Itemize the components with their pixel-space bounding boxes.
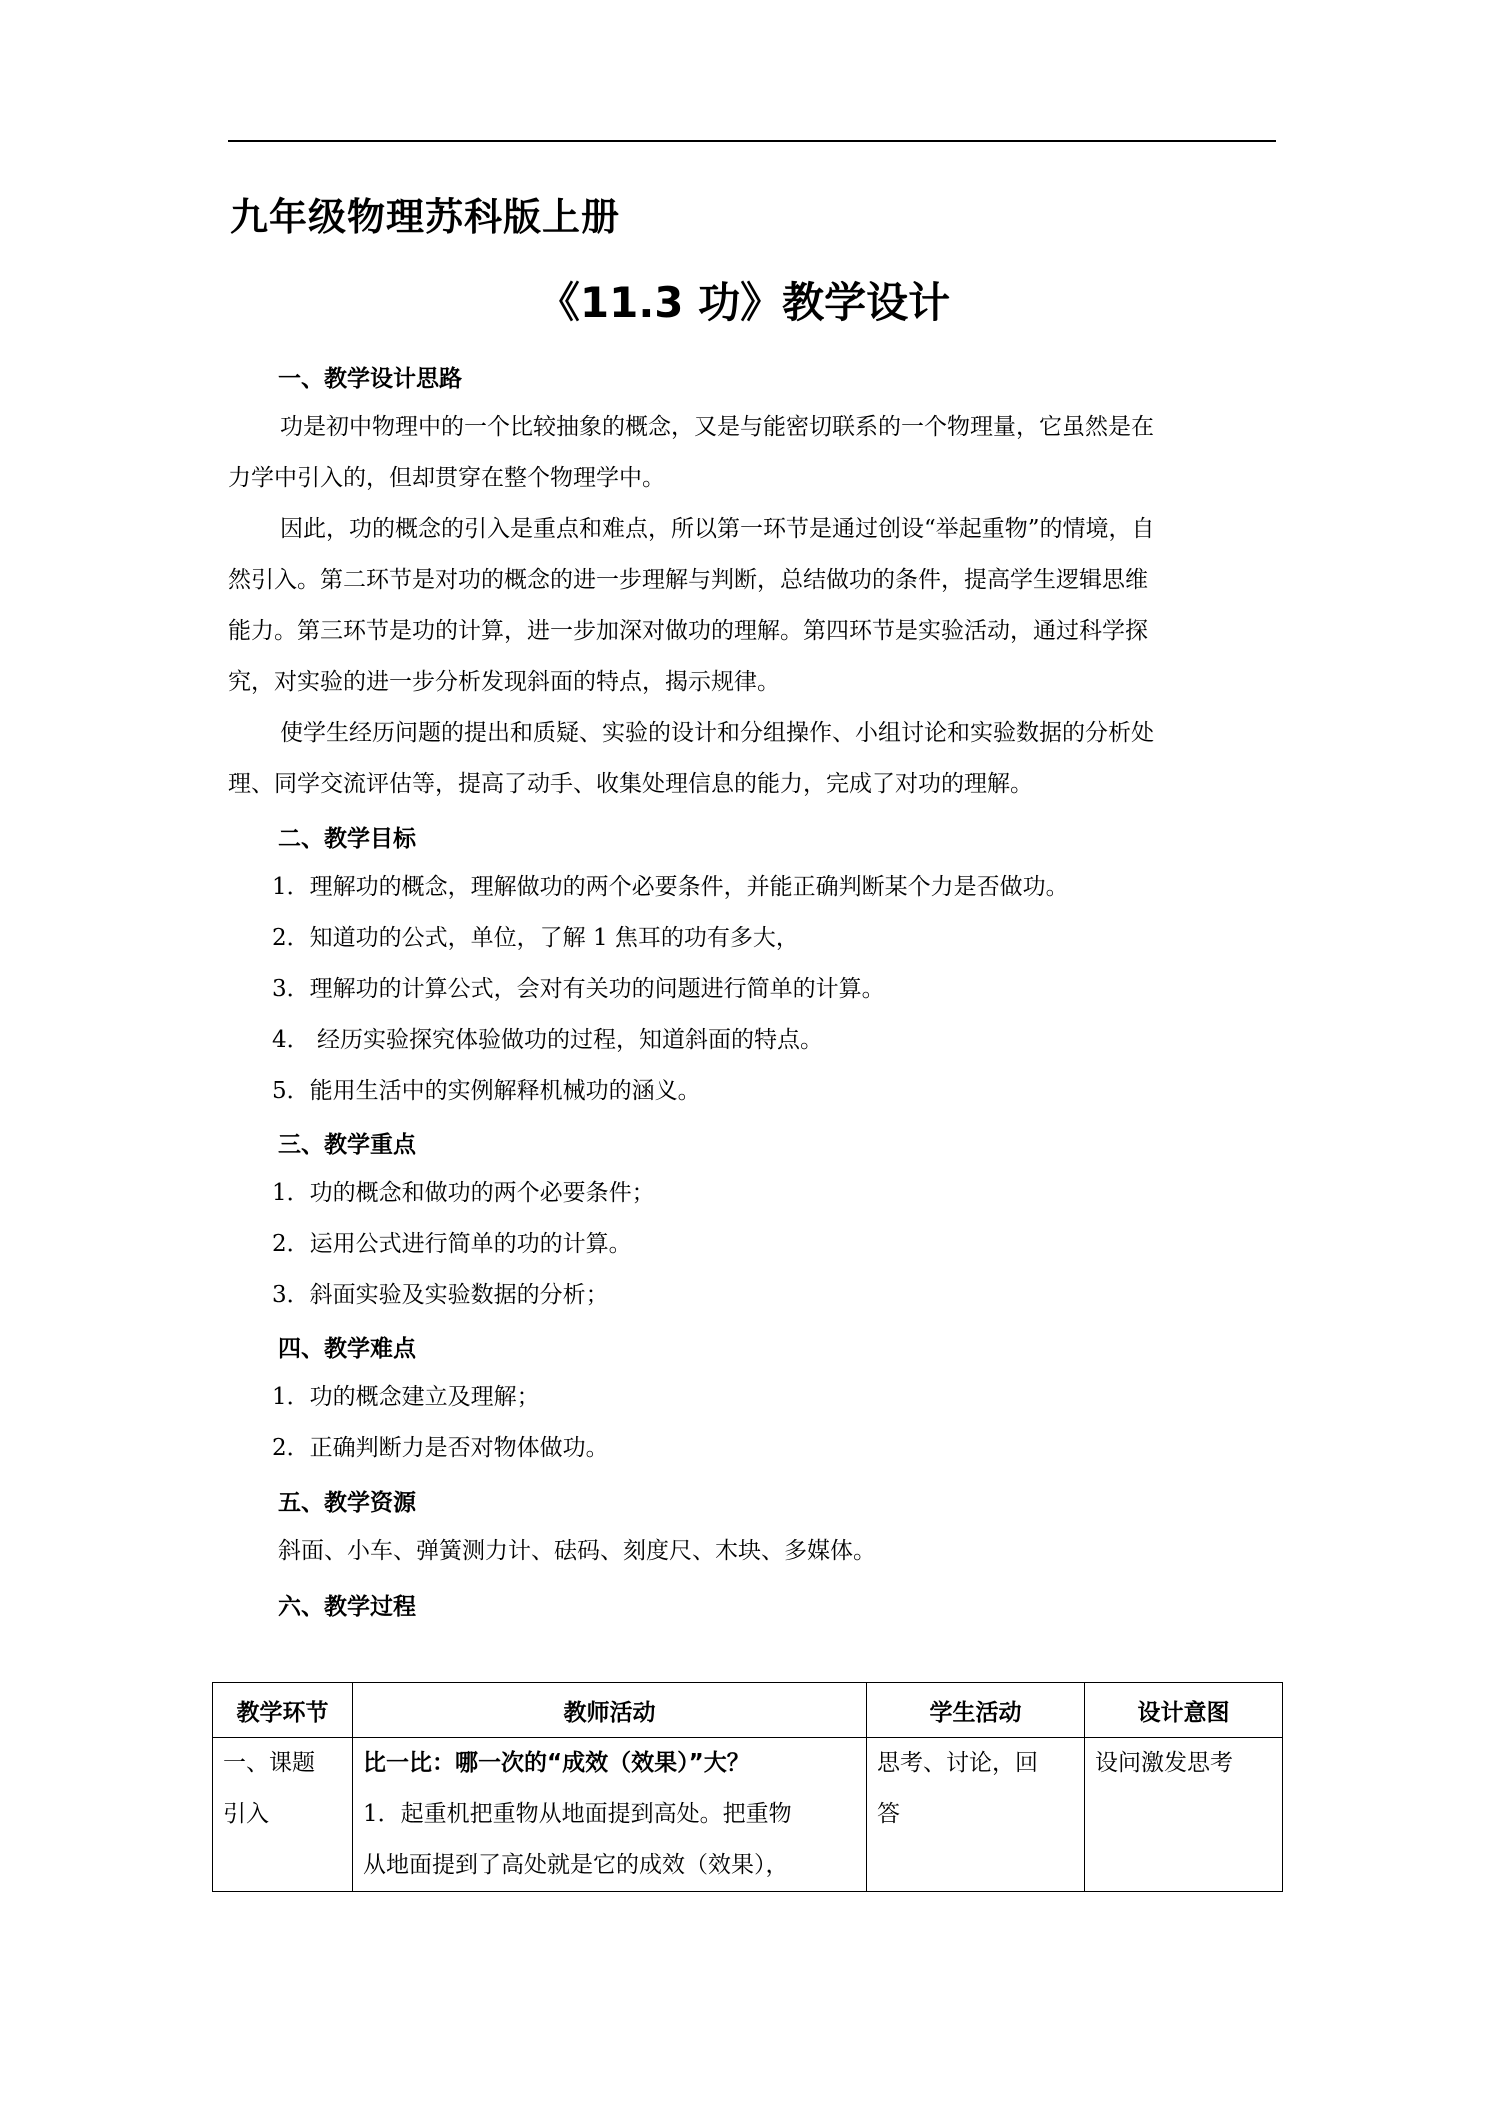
section-heading-process: 六、教学过程 — [278, 1594, 416, 1620]
column-header-teacher: 教师活动 — [353, 1683, 867, 1738]
list-item: 1．功的概念和做功的两个必要条件； — [272, 1180, 655, 1206]
difficulties-list — [272, 1372, 609, 1474]
section-heading-key-points: 三、教学重点 — [278, 1132, 416, 1158]
list-item: 2．正确判断力是否对物体做功。 — [272, 1435, 609, 1461]
cell-line: 思考、讨论，回 — [877, 1750, 1038, 1776]
cell-line: 引入 — [223, 1801, 269, 1827]
document-title: 九年级物理苏科版上册 — [230, 195, 621, 239]
document-subtitle: 《11.3 功》教学设计 — [537, 278, 951, 327]
list-item: 2．运用公式进行简单的功的计算。 — [272, 1231, 632, 1257]
cell-heading: 比一比：哪一次的“成效（效果）”大？ — [363, 1750, 750, 1776]
teaching-process-table — [212, 1682, 1283, 1892]
list-item: 3．斜面实验及实验数据的分析； — [272, 1282, 609, 1308]
design-intent-cell — [1085, 1738, 1283, 1892]
list-item: 5．能用生活中的实例解释机械功的涵义。 — [272, 1078, 701, 1104]
list-item: 1．功的概念建立及理解； — [272, 1384, 540, 1410]
cell-line: 答 — [877, 1801, 900, 1827]
cell-line: 一、课题 — [223, 1750, 315, 1776]
text-line: 力学中引入的，但却贯穿在整个物理学中。 — [228, 465, 665, 491]
section-heading-resources: 五、教学资源 — [278, 1490, 416, 1516]
section-heading-difficulties: 四、教学难点 — [278, 1336, 416, 1362]
column-header-stage: 教学环节 — [213, 1683, 353, 1738]
stage-cell — [213, 1738, 353, 1892]
list-item: 2．知道功的公式，单位，了解 1 焦耳的功有多大， — [272, 925, 799, 951]
list-item: 4． 经历实验探究体验做功的过程，知道斜面的特点。 — [272, 1027, 823, 1053]
table-row — [213, 1738, 1283, 1892]
text-line: 功是初中物理中的一个比较抽象的概念，又是与能密切联系的一个物理量，它虽然是在 — [280, 414, 1154, 440]
section-heading-objectives: 二、教学目标 — [278, 826, 416, 852]
cell-line: 从地面提到了高处就是它的成效（效果）， — [363, 1852, 789, 1878]
cell-line: 1．起重机把重物从地面提到高处。把重物 — [363, 1801, 792, 1827]
text-line: 因此，功的概念的引入是重点和难点，所以第一环节是通过创设“举起重物”的情境，自 — [280, 516, 1155, 542]
teacher-activity-cell — [353, 1738, 867, 1892]
objectives-list — [272, 862, 1069, 1117]
design-idea-paragraph-2 — [228, 504, 1278, 708]
design-idea-paragraph-3 — [228, 708, 1278, 810]
text-line: 理、同学交流评估等，提高了动手、收集处理信息的能力，完成了对功的理解。 — [228, 771, 1033, 797]
resources-text: 斜面、小车、弹簧测力计、砝码、刻度尺、木块、多媒体。 — [278, 1538, 876, 1564]
text-line: 然引入。第二环节是对功的概念的进一步理解与判断，总结做功的条件，提高学生逻辑思维 — [228, 567, 1148, 593]
cell-line: 设问激发思考 — [1095, 1750, 1233, 1776]
text-line: 使学生经历问题的提出和质疑、实验的设计和分组操作、小组讨论和实验数据的分析处 — [280, 720, 1154, 746]
design-idea-paragraph-1 — [228, 402, 1278, 504]
table-header-row — [213, 1683, 1283, 1738]
list-item: 1．理解功的概念，理解做功的两个必要条件，并能正确判断某个力是否做功。 — [272, 874, 1069, 900]
key-points-list — [272, 1168, 655, 1321]
text-line: 能力。第三环节是功的计算，进一步加深对做功的理解。第四环节是实验活动，通过科学探 — [228, 618, 1148, 644]
column-header-intent: 设计意图 — [1085, 1683, 1283, 1738]
column-header-student: 学生活动 — [867, 1683, 1085, 1738]
text-line: 究，对实验的进一步分析发现斜面的特点，揭示规律。 — [228, 669, 780, 695]
list-item: 3．理解功的计算公式，会对有关功的问题进行简单的计算。 — [272, 976, 885, 1002]
header-rule — [228, 140, 1276, 142]
section-heading-design-idea: 一、教学设计思路 — [278, 366, 462, 392]
student-activity-cell — [867, 1738, 1085, 1892]
